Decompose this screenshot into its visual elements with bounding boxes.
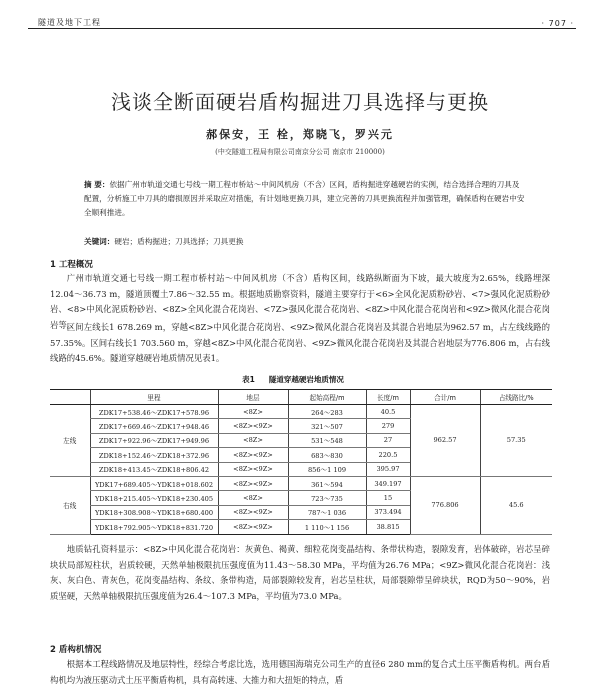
cell-length: 220.5 — [366, 448, 410, 462]
cell-elevation: 264～283 — [288, 405, 366, 419]
page-number: · 707 · — [541, 19, 574, 28]
right-total: 776.806 — [410, 476, 480, 534]
cell-chainage: YDK18+308.908～YDK18+680.400 — [90, 505, 218, 519]
table-row — [50, 476, 552, 490]
keywords-text: 硬岩；盾构掘进；刀具选择；刀具更换 — [114, 237, 244, 246]
cell-elevation: 787～1 036 — [288, 505, 366, 519]
section-2-heading: 2 盾构机情况 — [50, 645, 102, 655]
cell-chainage: ZDK18+152.46～ZDK18+372.96 — [90, 448, 218, 462]
header-ratio: 占线路比/% — [480, 390, 552, 405]
cell-stratum: <8Z> — [218, 433, 288, 447]
cell-chainage: ZDK18+413.45～ZDK18+806.42 — [90, 462, 218, 476]
header-chainage: 里程 — [90, 390, 218, 405]
table-caption — [0, 374, 600, 385]
cell-chainage: ZDK17+669.46～ZDK17+948.46 — [90, 419, 218, 433]
left-ratio: 57.35 — [480, 405, 552, 477]
cell-length: 279 — [366, 419, 410, 433]
cell-elevation: 856～1 109 — [288, 462, 366, 476]
cell-length: 40.5 — [366, 405, 410, 419]
left-line-label: 左线 — [50, 405, 90, 477]
geology-table — [50, 389, 552, 535]
section-2-paragraph: 根据本工程线路情况及地层特性，经综合考虑比选，选用德国海瑞克公司生产的直径6 280 mm的复合式土压平衡盾构机。两台盾构机均为液压驱动式土压平衡盾构机，具有高转速、大推力和大扭矩的特点，盾 — [50, 659, 550, 685]
right-ratio: 45.6 — [480, 476, 552, 534]
cell-stratum: <8Z><9Z> — [218, 505, 288, 519]
cell-stratum: <8Z><9Z> — [218, 462, 288, 476]
header-total: 合计/m — [410, 390, 480, 405]
cell-length: 349.197 — [366, 476, 410, 490]
cell-length: 373.494 — [366, 505, 410, 519]
section-1-heading: 1 工程概况 — [50, 260, 93, 270]
cell-stratum: <8Z><9Z> — [218, 520, 288, 534]
header-elevation: 起始高程/m — [288, 390, 366, 405]
cell-chainage: YDK18+215.405～YDK18+230.405 — [90, 491, 218, 505]
cell-stratum: <8Z><9Z> — [218, 476, 288, 490]
table-row — [50, 405, 552, 419]
cell-stratum: <8Z> — [218, 491, 288, 505]
cell-chainage: ZDK17+922.96～ZDK17+949.96 — [90, 433, 218, 447]
table-header-row — [50, 390, 552, 405]
cell-elevation: 1 110～1 156 — [288, 520, 366, 534]
cell-elevation: 723～735 — [288, 491, 366, 505]
cell-stratum: <8Z> — [218, 405, 288, 419]
section-1-paragraph-1: 广州市轨道交通七号线一期工程市桥村站～中间风机房（不含）盾构区间，线路纵断面为下坡，最大坡度为2.65%，线路埋深12.04～36.73 m，隧道顶覆土7.86～32.55 m。根据地质勘察资料，隧道主要穿行于<6>全风化泥质粉砂岩、<7>强风化泥质粉砂岩、<8>中风化泥质粉砂岩、<8Z>全风化混合花岗岩、<7Z>强风化混合花岗岩、<8Z>中风化混合花岗岩和<9Z>微风化混合花岗岩等。 — [50, 273, 550, 330]
running-header — [28, 10, 576, 29]
keywords-label: 关键词： — [84, 237, 115, 246]
table-caption-title: 隧道穿越硬岩地质情况 — [268, 375, 344, 384]
cell-elevation: 683～830 — [288, 448, 366, 462]
table-caption-number: 表1 — [242, 375, 255, 384]
cell-elevation: 531～548 — [288, 433, 366, 447]
left-total: 962.57 — [410, 405, 480, 477]
cell-chainage: YDK17+689.405～YDK18+018.602 — [90, 476, 218, 490]
abstract-text: 依据广州市轨道交通七号线一期工程市桥站～中间风机房（不含）区间，盾构掘进穿越硬岩的实例，结合选择合理的刀具及配置，分析施工中刀具的磨损原因并采取应对措施，有计划地更换刀具，建立完善的刀具更换流程并加强管理，确保盾构在硬岩中安全顺利推进。 — [84, 180, 525, 217]
cell-length: 27 — [366, 433, 410, 447]
right-line-label: 右线 — [50, 476, 90, 534]
author-list: 郝保安，王 栓，郑晓飞，罗兴元 — [206, 128, 394, 141]
header-line — [50, 390, 90, 405]
affiliation: (中交隧道工程局有限公司南京分公司 南京市 210000) — [215, 148, 385, 156]
abstract — [84, 178, 526, 220]
cell-stratum: <8Z><9Z> — [218, 419, 288, 433]
header-length: 长度/m — [366, 390, 410, 405]
cell-length: 38.815 — [366, 520, 410, 534]
keywords — [84, 236, 526, 248]
cell-length: 15 — [366, 491, 410, 505]
cell-length: 395.97 — [366, 462, 410, 476]
journal-name: 隧道及地下工程 — [38, 18, 101, 27]
section-1-paragraph-2: 区间左线长1 678.269 m，穿越<8Z>中风化混合花岗岩、<9Z>微风化混合花岗岩及其混合岩地层为962.57 m，占左线线路的57.35%。区间右线长1 703.560 m，穿越<8Z>中风化混合花岗岩、<9Z>微风化混合花岗岩及其混合岩地层为776.806 m，占右线线路的45.6%。隧道穿越硬岩地质情况见表1。 — [50, 322, 550, 363]
cell-elevation: 321～507 — [288, 419, 366, 433]
cell-stratum: <8Z><9Z> — [218, 448, 288, 462]
abstract-label: 摘 要： — [84, 180, 110, 189]
paper-title: 浅谈全断面硬岩盾构掘进刀具选择与更换 — [111, 90, 489, 114]
geology-description-paragraph: 地质钻孔资料显示：<8Z>中风化混合花岗岩：灰黄色、褐黄、细粒花岗变晶结构、条带状构造，裂隙发育，岩体破碎，岩芯呈碎块状局部短柱状，岩质较硬，天然单轴极限抗压强度值为11.43～58.30 MPa，平均值为26.76 MPa；<9Z>微风化混合花岗岩：浅灰、灰白色、青灰色，花岗变晶结构、条纹、条带构造，局部裂隙较发育，岩芯呈柱状，局部裂隙带呈碎块状，RQD为50～90%，岩质坚硬，天然单轴极限抗压强度值为26.4～107.3 MPa，平均值为73.0 MPa。 — [50, 544, 550, 601]
cell-chainage: YDK18+792.905～YDK18+831.720 — [90, 520, 218, 534]
cell-elevation: 361～594 — [288, 476, 366, 490]
header-stratum: 地层 — [218, 390, 288, 405]
cell-chainage: ZDK17+538.46～ZDK17+578.96 — [90, 405, 218, 419]
